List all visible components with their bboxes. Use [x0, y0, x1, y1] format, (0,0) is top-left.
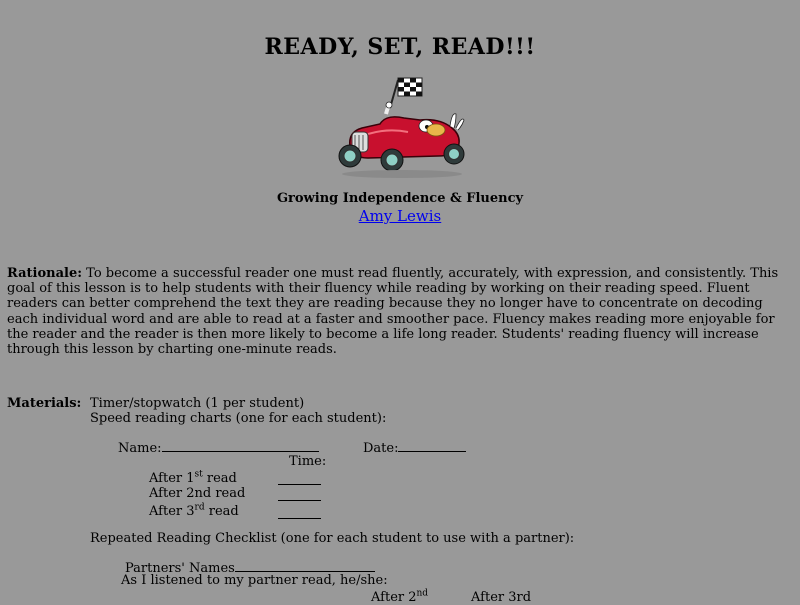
read1-blank — [278, 472, 321, 489]
read3-post: read — [204, 504, 239, 519]
lesson-subtitle: Growing Independence & Fluency — [276, 191, 524, 206]
name-label: Name: — [118, 441, 162, 456]
col2-sup: nd — [416, 588, 429, 599]
name-blank — [162, 439, 319, 452]
author — [0, 207, 800, 225]
wheel-icon — [339, 145, 361, 167]
date-label: Date: — [363, 441, 399, 456]
col-after-third: After 3rd — [471, 590, 532, 605]
read2-blank — [278, 488, 321, 505]
after-second-read: After 2nd read — [149, 486, 246, 501]
checkered-flag-icon — [398, 78, 422, 96]
materials-item-timer: Timer/stopwatch (1 per student) — [90, 396, 305, 411]
rationale-text: To become a successful reader one must read fluently, accurately, with expression, and consistently. This goal of this lesson is to help students with their fluency while reading by working on their reading speed. Fluent readers can better comprehend the text they are reading because they no longer have to concentrate on decoding each individual word and are able to read at a faster and smoother pace. Fluency makes reading more enjoyable for the reader and the reader is then more likely to become a life long reader. Students' reading fluency will increase through this lesson by charting one-minute reads. — [7, 266, 779, 358]
listened-text: As I listened to my partner read, he/she: — [121, 573, 388, 588]
materials-item-checklist: Repeated Reading Checklist (one for each student to use with a partner): — [90, 531, 575, 546]
after-third-read — [149, 504, 239, 519]
rationale-label: Rationale: — [7, 266, 83, 281]
after-first-read — [149, 471, 237, 486]
col-after-second — [371, 590, 428, 605]
read3-text: After 3 — [149, 504, 195, 519]
read3-blank — [278, 506, 321, 523]
chart-date-row — [363, 439, 466, 456]
race-car-illustration — [328, 74, 473, 182]
col2-text: After 2 — [371, 590, 417, 605]
time-label: Time: — [289, 454, 327, 469]
partners-blank — [235, 559, 375, 572]
read1-sup: st — [194, 469, 203, 480]
rationale-paragraph — [7, 266, 792, 357]
author-link[interactable]: Amy Lewis — [358, 207, 442, 225]
wheel-icon — [381, 149, 403, 171]
page-title: READY, SET, READ!!! — [264, 34, 536, 60]
date-blank — [398, 439, 466, 452]
materials-item-charts: Speed reading charts (one for each student): — [90, 411, 387, 426]
read3-sup: rd — [194, 502, 205, 513]
read1-post: read — [202, 471, 237, 486]
partners-label: Partners' Names — [125, 561, 235, 576]
materials-label: Materials: — [7, 396, 82, 411]
wheel-icon — [444, 144, 464, 164]
read1-text: After 1 — [149, 471, 195, 486]
